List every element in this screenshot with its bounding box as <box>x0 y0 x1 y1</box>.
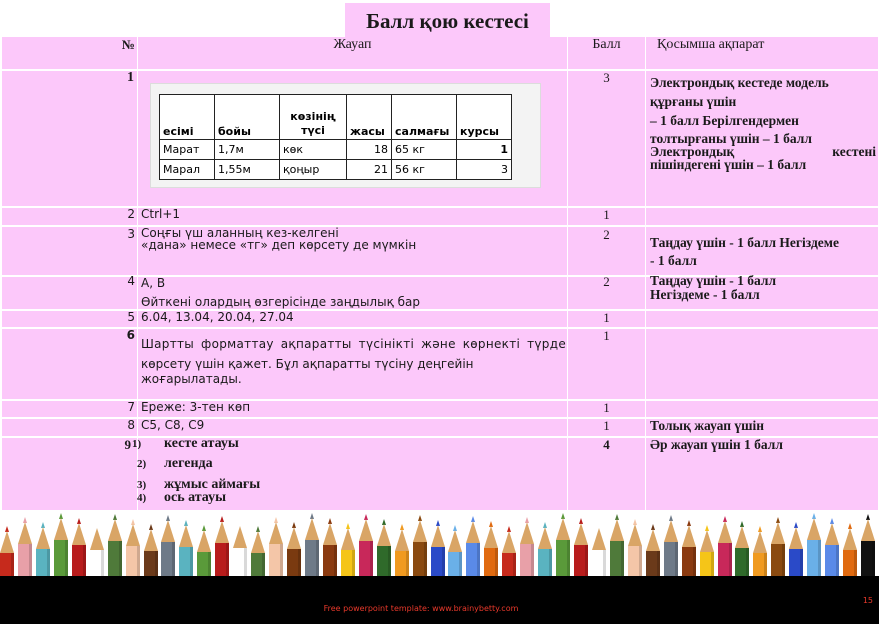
cell: 1 <box>457 140 512 160</box>
pencil-icon <box>807 513 821 576</box>
list-item <box>132 456 562 476</box>
row-8-answer: C5, C8, C9 <box>141 418 205 432</box>
pencil-icon <box>251 526 265 576</box>
row-9-answer-list <box>132 436 562 504</box>
embedded-spreadsheet <box>150 83 541 188</box>
pencil-icon <box>861 514 875 576</box>
pencil-icon <box>144 524 158 576</box>
row-2-num: 2 <box>127 207 135 221</box>
answer-line: «дана» немесе «тг» деп көрсету де мүмкін <box>141 238 417 252</box>
row-1-score: 3 <box>603 70 610 85</box>
cell: 18 <box>347 140 392 160</box>
template-credit: Free powerpoint template: www.brainybetty.com <box>323 604 519 613</box>
extra-word: кестені <box>832 144 876 159</box>
pencil-icon <box>700 525 714 576</box>
list-item <box>132 477 562 490</box>
extra-line: - 1 балл <box>650 253 697 268</box>
pencil-icon <box>359 514 373 576</box>
pencil-icon <box>108 514 122 576</box>
cell: Марал <box>160 160 215 180</box>
cell: 3 <box>457 160 512 180</box>
pencil-icon <box>771 517 785 576</box>
extra-line: Таңдау үшін - 1 балл Негіздеме <box>650 235 839 250</box>
row-5-num: 5 <box>127 310 135 324</box>
pencil-icon <box>305 513 319 576</box>
col-header-eye-color <box>280 95 347 140</box>
row-2-answer: Ctrl+1 <box>141 207 181 221</box>
pencil-icon <box>72 518 86 576</box>
row-7-num: 7 <box>127 400 135 414</box>
extra-line: пішіндегені үшін – 1 балл <box>650 157 807 172</box>
col-header-name: есімі <box>160 95 215 140</box>
list-marker: 1) <box>132 438 142 450</box>
pencil-icon <box>682 520 696 576</box>
row-4-num: 4 <box>127 274 135 288</box>
pencil-icon <box>36 522 50 576</box>
pencil-icon <box>431 520 445 576</box>
row-7-answer: Ереже: 3-тен көп <box>141 400 251 414</box>
page-number: 15 <box>862 596 873 605</box>
pencil-icon <box>269 517 283 576</box>
pencil-icon <box>287 522 301 576</box>
pencil-icon <box>377 519 391 576</box>
list-text: легенда <box>164 456 213 471</box>
pencils-decoration <box>0 510 879 576</box>
row-3-answer <box>141 227 416 251</box>
header-num: № <box>121 37 135 52</box>
pencil-icon <box>215 516 229 576</box>
header-line: түсі <box>301 124 325 137</box>
pencil-icon <box>538 522 552 576</box>
pencil-icon <box>197 525 211 576</box>
student-table <box>159 94 512 180</box>
cell: 56 кг <box>392 160 457 180</box>
header-line: көзінің <box>290 110 336 123</box>
answer-line: А, В <box>141 276 166 290</box>
row-8-num: 8 <box>127 418 135 432</box>
extra-line: – 1 балл Берілгендермен <box>650 113 799 128</box>
pencil-icon <box>718 516 732 576</box>
pencil-icon <box>628 519 642 576</box>
pencil-icon <box>448 525 462 576</box>
pencil-icon <box>54 513 68 576</box>
pencil-icon <box>753 526 767 576</box>
answer-line: жоғарылатады. <box>141 372 242 386</box>
row-6-num: 6 <box>126 328 135 342</box>
pencil-icon <box>341 523 355 576</box>
row-7-score: 1 <box>603 400 610 415</box>
pencil-icon <box>0 526 14 576</box>
row-4-score: 2 <box>603 274 610 289</box>
slide-footer <box>0 576 879 624</box>
pencil-icon <box>484 521 498 576</box>
row-3-extra <box>650 234 876 270</box>
list-marker: 3) <box>137 479 147 491</box>
extra-word: Электрондық <box>650 144 735 159</box>
row-9-extra: Әр жауап үшін 1 балл <box>650 437 783 452</box>
row-9-score: 4 <box>603 437 610 452</box>
student-row <box>160 160 512 180</box>
pencil-icon <box>466 516 480 576</box>
cell: қоңыр <box>280 160 347 180</box>
col-header-age: жасы <box>347 95 392 140</box>
list-text: ось атауы <box>164 490 227 505</box>
row-4-answer <box>141 274 420 312</box>
cell: көк <box>280 140 347 160</box>
row-9-num: 9 <box>124 437 131 452</box>
pencil-icon <box>233 521 247 576</box>
pencil-icon <box>18 517 32 576</box>
row-3-score: 2 <box>603 227 610 242</box>
header-score: Балл <box>592 37 621 52</box>
pencil-icon <box>502 526 516 576</box>
pencil-icon <box>556 513 570 576</box>
answer-line: Шартты форматтау ақпаратты түсінікті және көрнекті түрде <box>141 337 566 351</box>
col-divider <box>645 37 646 510</box>
student-table-header <box>160 95 512 140</box>
col-header-height: бойы <box>215 95 280 140</box>
pencil-icon <box>825 518 839 576</box>
pencil-icon <box>520 517 534 576</box>
answer-line: көрсету үшін қажет. Бұл ақпаратты түсіну деңгейін <box>141 357 474 371</box>
pencil-icon <box>161 515 175 576</box>
row-8-score: 1 <box>603 418 610 433</box>
pencil-icon <box>413 515 427 576</box>
slide-title: Балл қою кестесі <box>345 3 550 39</box>
extra-line: Таңдау үшін - 1 балл <box>650 273 777 288</box>
row-1-num: 1 <box>127 70 134 85</box>
row-4-extra <box>650 274 876 302</box>
pencil-icon <box>323 518 337 576</box>
row-6-score: 1 <box>603 328 610 343</box>
cell: 1,55м <box>215 160 280 180</box>
extra-line: Электрондық кестеде модель <box>650 75 829 90</box>
list-text: кесте атауы <box>164 436 239 451</box>
pencil-icon <box>90 523 104 576</box>
cell: 65 кг <box>392 140 457 160</box>
list-text: жұмыс аймағы <box>164 477 261 492</box>
cell: Марат <box>160 140 215 160</box>
pencil-icon <box>646 524 660 576</box>
pencil-icon <box>664 515 678 576</box>
pencil-icon <box>843 523 857 576</box>
extra-line: Негіздеме - 1 балл <box>650 287 760 302</box>
row-5-answer: 6.04, 13.04, 20.04, 27.04 <box>141 310 294 324</box>
header-extra: Қосымша ақпарат <box>657 37 765 52</box>
cell: 1,7м <box>215 140 280 160</box>
pencil-icon <box>735 521 749 576</box>
answer-line: Өйткені олардың өзгерісінде заңдылық бар <box>141 295 420 309</box>
row-8-extra: Толық жауап үшін <box>650 418 765 433</box>
answer-line: Соңғы үш аланның кез-келгені <box>141 226 339 240</box>
list-marker: 2) <box>137 458 147 470</box>
pencil-icon <box>395 524 409 576</box>
extra-line: толтырғаны үшін – 1 балл <box>650 131 812 146</box>
student-row <box>160 140 512 160</box>
row-1-extra <box>650 75 876 171</box>
col-header-course: курсы <box>457 95 512 140</box>
pencil-icon <box>610 514 624 576</box>
pencil-icon <box>789 522 803 576</box>
list-item <box>132 490 562 504</box>
pencil-icon <box>574 518 588 576</box>
pencil-icon <box>179 520 193 576</box>
row-2-score: 1 <box>603 207 610 222</box>
extra-line: құрғаны үшін <box>650 94 737 109</box>
list-marker: 4) <box>137 492 147 504</box>
col-header-weight: салмағы <box>392 95 457 140</box>
cell: 21 <box>347 160 392 180</box>
header-answer: Жауап <box>333 37 372 52</box>
list-item <box>132 436 562 456</box>
pencil-icon <box>592 523 606 576</box>
row-3-num: 3 <box>127 227 135 241</box>
row-6-answer <box>141 334 566 385</box>
pencil-icon <box>126 519 140 576</box>
row-5-score: 1 <box>603 310 610 325</box>
